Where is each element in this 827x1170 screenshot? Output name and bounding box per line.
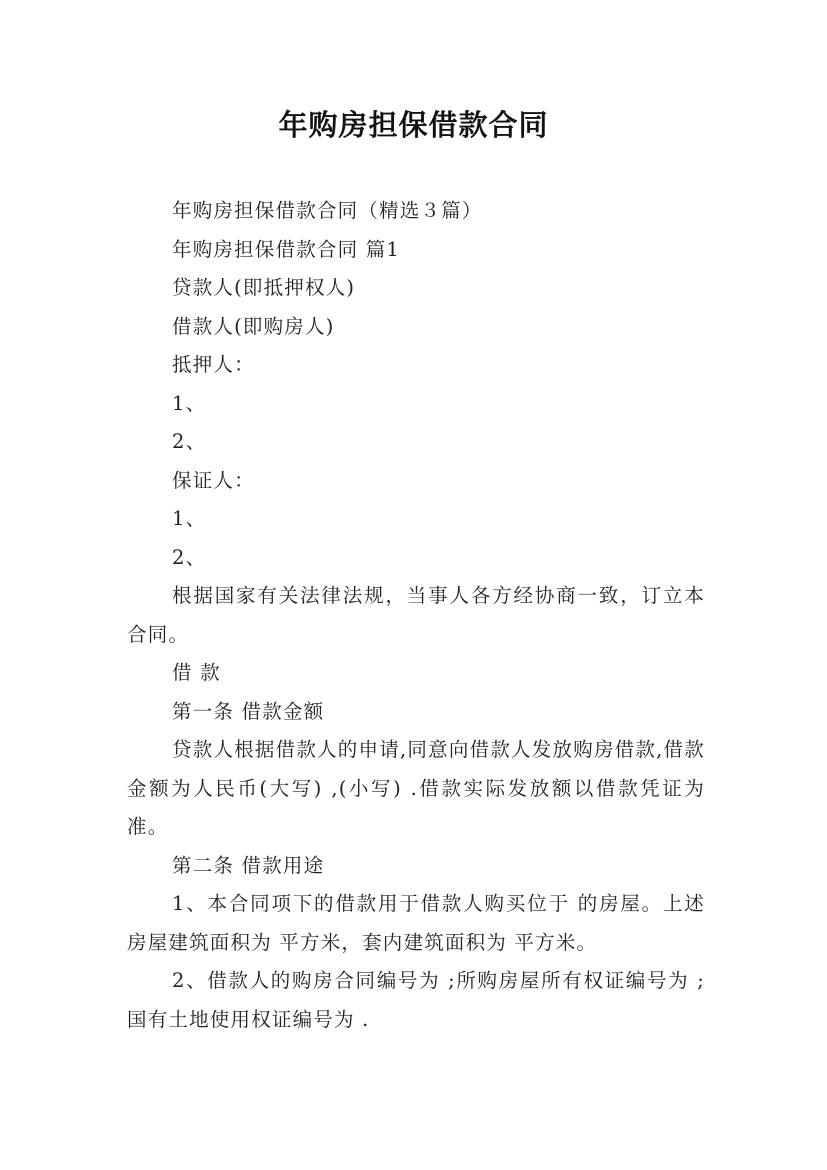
paragraph-mortgagor-2: 2、 <box>172 430 207 453</box>
paragraph-loan-heading: 借 款 <box>172 661 221 684</box>
paragraph-article-2-item-1: 1、本合同项下的借款用于借款人购买位于 的房屋。上述房屋建筑面积为 平方米，套内建筑面积为 平方米。 <box>127 892 705 954</box>
paragraph-borrower: 借款人(即购房人) <box>172 314 335 338</box>
document-title: 年购房担保借款合同 <box>278 108 549 142</box>
paragraph-lender: 贷款人(即抵押权人) <box>172 276 356 299</box>
paragraph-subtitle: 年购房担保借款合同（精选３篇） <box>172 199 483 222</box>
paragraph-section-heading: 年购房担保借款合同 篇1 <box>172 237 401 261</box>
paragraph-article-1-body: 贷款人根据借款人的申请,同意向借款人发放购房借款,借款金额为人民币(大写) ,(小写) .借款实际发放额以借款凭证为准。 <box>127 738 705 838</box>
paragraph-guarantor-2: 2、 <box>172 545 207 569</box>
paragraph-article-2-item-2: 2、借款人的购房合同编号为 ;所购房屋所有权证编号为 ;国有土地使用权证编号为 . <box>127 969 705 1031</box>
paragraph-guarantor: 保证人： <box>172 468 255 492</box>
paragraph-preamble: 根据国家有关法律法规，当事人各方经协商一致，订立本合同。 <box>127 584 705 646</box>
paragraph-guarantor-1: 1、 <box>172 507 207 530</box>
paragraph-article-1-heading: 第一条 借款金额 <box>172 699 325 723</box>
document-body <box>127 192 705 1039</box>
paragraph-article-2-heading: 第二条 借款用途 <box>172 853 325 877</box>
paragraph-mortgagor-1: 1、 <box>172 391 207 415</box>
paragraph-mortgagor: 抵押人： <box>172 353 255 376</box>
